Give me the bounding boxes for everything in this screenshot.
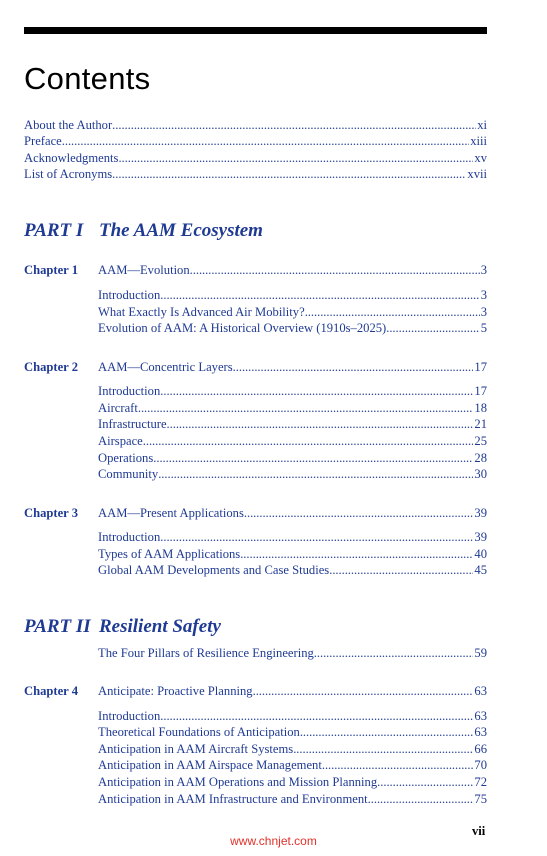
dot-leader xyxy=(190,262,480,279)
dot-leader xyxy=(314,645,474,662)
toc-entry-acknowledgments[interactable] xyxy=(24,150,487,167)
toc-section-entry[interactable] xyxy=(98,320,487,337)
entry-page: 17 xyxy=(474,360,487,374)
dot-leader xyxy=(244,505,474,522)
entry-page: 5 xyxy=(480,321,487,335)
entry-title: What Exactly Is Advanced Air Mobility? xyxy=(98,305,305,319)
entry-page: 3 xyxy=(480,263,487,277)
part-heading[interactable] xyxy=(24,615,221,639)
toc-section-entry[interactable] xyxy=(98,757,487,774)
entry-title: Aircraft xyxy=(98,401,138,415)
entry-page: 39 xyxy=(474,530,487,544)
part-label: PART II xyxy=(24,616,91,637)
entry-page: 28 xyxy=(474,451,487,465)
entry-page: xi xyxy=(477,118,487,132)
toc-chapter-entry[interactable] xyxy=(98,262,487,279)
entry-title: Anticipation in AAM Infrastructure and Environment xyxy=(98,792,368,806)
entry-title: AAM—Present Applications xyxy=(98,506,244,520)
entry-title: Operations xyxy=(98,451,154,465)
dot-leader xyxy=(322,757,474,774)
entry-page: 3 xyxy=(480,288,487,302)
toc-section-entry[interactable] xyxy=(98,433,487,450)
toc-section-entry[interactable] xyxy=(98,546,487,563)
dot-leader xyxy=(233,359,474,376)
top-rule xyxy=(24,27,487,34)
entry-title: Acknowledgments xyxy=(24,151,119,165)
toc-section-entry[interactable] xyxy=(98,562,487,579)
entry-title: Anticipation in AAM Operations and Mission Planning xyxy=(98,775,378,789)
entry-page: xv xyxy=(474,151,487,165)
entry-title: Global AAM Developments and Case Studies xyxy=(98,563,330,577)
entry-page: 40 xyxy=(474,547,487,561)
toc-entry-list-of-acronyms[interactable] xyxy=(24,166,487,183)
entry-page: 21 xyxy=(474,417,487,431)
chapter-label: Chapter 4 xyxy=(24,684,78,698)
dot-leader xyxy=(138,400,474,417)
entry-page: 45 xyxy=(474,563,487,577)
dot-leader xyxy=(386,320,479,337)
toc-chapter-entry[interactable] xyxy=(98,359,487,376)
page-number: vii xyxy=(472,824,486,838)
part-label: PART I xyxy=(24,220,84,241)
entry-title: Anticipate: Proactive Planning xyxy=(98,684,253,698)
toc-section-entry[interactable] xyxy=(98,450,487,467)
dot-leader xyxy=(240,546,473,563)
dot-leader xyxy=(160,383,473,400)
entry-title: Evolution of AAM: A Historical Overview (1910s–2025) xyxy=(98,321,387,335)
dot-leader xyxy=(112,166,466,183)
dot-leader xyxy=(158,466,473,483)
toc-section-entry[interactable] xyxy=(98,774,487,791)
entry-page: 63 xyxy=(474,725,487,739)
entry-page: 25 xyxy=(474,434,487,448)
toc-chapter-entry[interactable] xyxy=(98,505,487,522)
entry-title: AAM—Concentric Layers xyxy=(98,360,233,374)
entry-page: 30 xyxy=(474,467,487,481)
entry-title: Airspace xyxy=(98,434,143,448)
part-heading[interactable] xyxy=(24,219,263,243)
entry-page: 63 xyxy=(474,684,487,698)
entry-page: 75 xyxy=(474,792,487,806)
toc-entry-about-the-author[interactable] xyxy=(24,117,487,134)
entry-title: Anticipation in AAM Aircraft Systems xyxy=(98,742,294,756)
chapter-label: Chapter 3 xyxy=(24,506,78,520)
dot-leader xyxy=(305,304,480,321)
dot-leader xyxy=(293,741,473,758)
chapter-label: Chapter 2 xyxy=(24,360,78,374)
entry-title: Introduction xyxy=(98,709,161,723)
entry-page: 59 xyxy=(474,646,487,660)
entry-page: 63 xyxy=(474,709,487,723)
entry-title: List of Acronyms xyxy=(24,167,113,181)
dot-leader xyxy=(167,416,474,433)
entry-page: 17 xyxy=(474,384,487,398)
entry-title: Introduction xyxy=(98,530,161,544)
dot-leader xyxy=(143,433,474,450)
entry-title: Preface xyxy=(24,134,62,148)
dot-leader xyxy=(377,774,473,791)
dot-leader xyxy=(160,529,473,546)
toc-section-entry[interactable] xyxy=(98,383,487,400)
page-title: Contents xyxy=(24,61,151,96)
dot-leader xyxy=(329,562,473,579)
entry-title: Types of AAM Applications xyxy=(98,547,241,561)
dot-leader xyxy=(160,287,479,304)
chapter-label: Chapter 1 xyxy=(24,263,78,277)
toc-section-entry[interactable] xyxy=(98,741,487,758)
entry-title: The Four Pillars of Resilience Engineering xyxy=(98,646,314,660)
dot-leader xyxy=(153,450,473,467)
toc-section-entry[interactable] xyxy=(98,724,487,741)
toc-section-entry[interactable] xyxy=(98,529,487,546)
entry-page: 18 xyxy=(474,401,487,415)
entry-page: xiii xyxy=(470,134,487,148)
part-title: Resilient Safety xyxy=(99,616,221,637)
entry-title: AAM—Evolution xyxy=(98,263,190,277)
dot-leader xyxy=(300,724,474,741)
entry-page: 66 xyxy=(474,742,487,756)
watermark: www.chnjet.com xyxy=(230,834,317,848)
entry-page: 70 xyxy=(474,758,487,772)
dot-leader xyxy=(160,708,473,725)
toc-section-entry[interactable] xyxy=(98,400,487,417)
dot-leader xyxy=(62,133,469,150)
entry-title: Infrastructure xyxy=(98,417,167,431)
toc-entry-preface[interactable] xyxy=(24,133,487,150)
entry-page: 72 xyxy=(474,775,487,789)
dot-leader xyxy=(112,117,476,134)
dot-leader xyxy=(118,150,473,167)
toc-section-entry[interactable] xyxy=(98,466,487,483)
toc-part-intro-entry[interactable] xyxy=(98,645,487,662)
part-title: The AAM Ecosystem xyxy=(99,220,263,241)
toc-section-entry[interactable] xyxy=(98,708,487,725)
dot-leader xyxy=(368,791,474,808)
entry-title: Introduction xyxy=(98,288,161,302)
toc-section-entry[interactable] xyxy=(98,416,487,433)
toc-section-entry[interactable] xyxy=(98,287,487,304)
entry-title: Introduction xyxy=(98,384,161,398)
entry-page: 3 xyxy=(480,305,487,319)
dot-leader xyxy=(253,683,474,700)
entry-title: Community xyxy=(98,467,159,481)
toc-section-entry[interactable] xyxy=(98,791,487,808)
entry-title: Anticipation in AAM Airspace Management xyxy=(98,758,322,772)
entry-title: About the Author xyxy=(24,118,113,132)
toc-section-entry[interactable] xyxy=(98,304,487,321)
entry-title: Theoretical Foundations of Anticipation xyxy=(98,725,300,739)
toc-chapter-entry[interactable] xyxy=(98,683,487,700)
entry-page: xvii xyxy=(467,167,487,181)
entry-page: 39 xyxy=(474,506,487,520)
